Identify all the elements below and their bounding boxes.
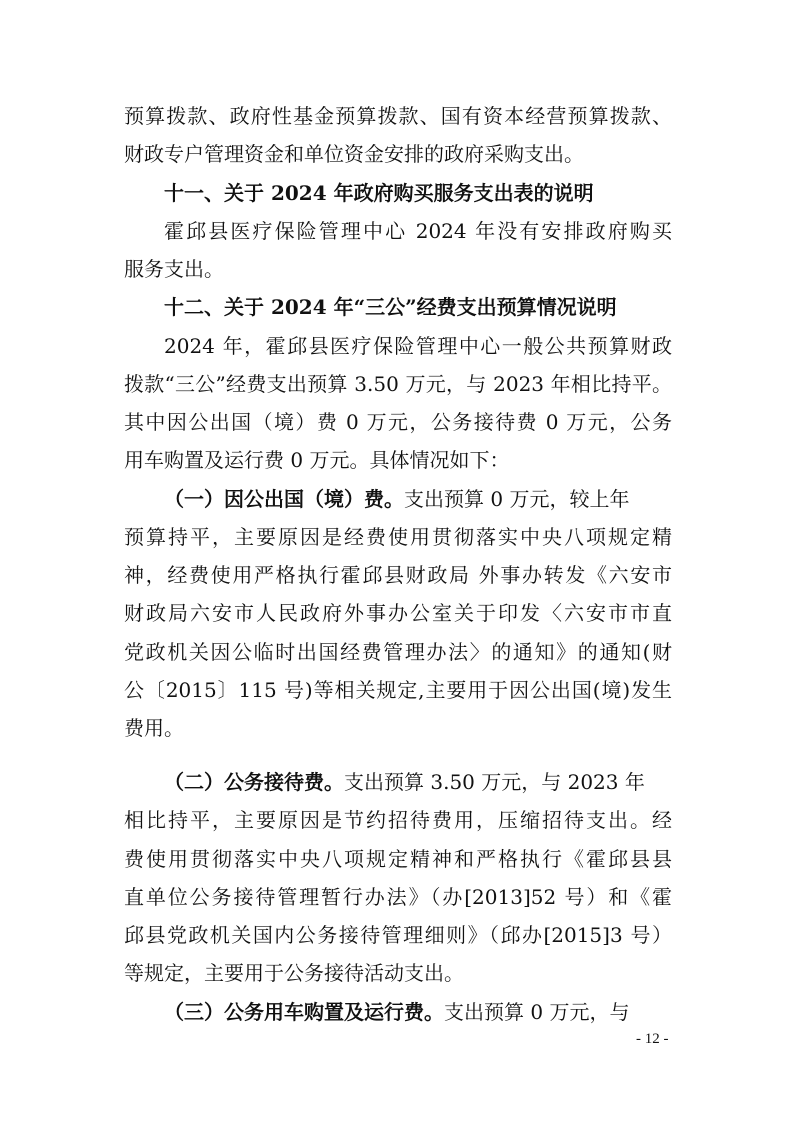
subsection-title: （二）公务接待费。: [164, 770, 344, 794]
body-line: 费使用贯彻落实中央八项规定精神和严格执行《霍邱县县: [124, 847, 672, 871]
body-line: 用车购置及运行费 0 万元。具体情况如下：: [124, 448, 510, 472]
body-line: 拨款“三公”经费支出预算 3.50 万元，与 2023 年相比持平。: [124, 372, 672, 396]
body-line: 其中因公出国（境）费 0 万元，公务接待费 0 万元，公务: [124, 410, 672, 434]
body-line: 2024 年，霍邱县医疗保险管理中心一般公共预算财政: [164, 334, 672, 358]
body-line: 预算拨款、政府性基金预算拨款、国有资本经营预算拨款、: [124, 104, 672, 128]
page-number: - 12 -: [636, 1031, 669, 1047]
body-line: 神，经费使用严格执行霍邱县财政局 外事办转发《六安市: [124, 563, 672, 587]
section-heading: 十二、关于 2024 年“三公”经费支出预算情况说明: [164, 295, 617, 319]
subsection-title: （三）公务用车购置及运行费。: [164, 1000, 444, 1024]
subsection-line: [164, 484, 672, 514]
body-text: 支出预算 0 万元，与: [444, 1000, 630, 1024]
body-line: 党政机关因公临时出国经费管理办法〉的通知》的通知(财: [124, 640, 672, 664]
subsection-line: [164, 767, 672, 797]
body-text: 支出预算 0 万元，较上年: [404, 487, 630, 511]
body-line: 等规定，主要用于公务接待活动支出。: [124, 961, 464, 985]
body-line: 相比持平，主要原因是节约招待费用，压缩招待支出。经: [124, 808, 672, 832]
subsection-line: [164, 997, 672, 1027]
body-line: 霍邱县医疗保险管理中心 2024 年没有安排政府购买: [164, 219, 672, 243]
body-line: 公〔2015〕115 号)等相关规定,主要用于因公出国(境)发生: [124, 678, 672, 702]
body-line: 预算持平，主要原因是经费使用贯彻落实中央八项规定精: [124, 525, 672, 549]
body-text: 支出预算 3.50 万元，与 2023 年: [344, 770, 645, 794]
body-line: 邱县党政机关国内公务接待管理细则》（邱办[2015]3 号）: [124, 923, 672, 947]
body-line: 费用。: [124, 716, 184, 740]
body-line: 服务支出。: [124, 257, 224, 281]
subsection-title: （一）因公出国（境）费。: [164, 487, 404, 511]
body-line: 财政局六安市人民政府外事办公室关于印发〈六安市市直: [124, 601, 672, 625]
body-line: 财政专户管理资金和单位资金安排的政府采购支出。: [124, 142, 584, 166]
body-line: 直单位公务接待管理暂行办法》（办[2013]52 号）和《霍: [124, 885, 672, 909]
section-heading: 十一、关于 2024 年政府购买服务支出表的说明: [164, 181, 594, 205]
